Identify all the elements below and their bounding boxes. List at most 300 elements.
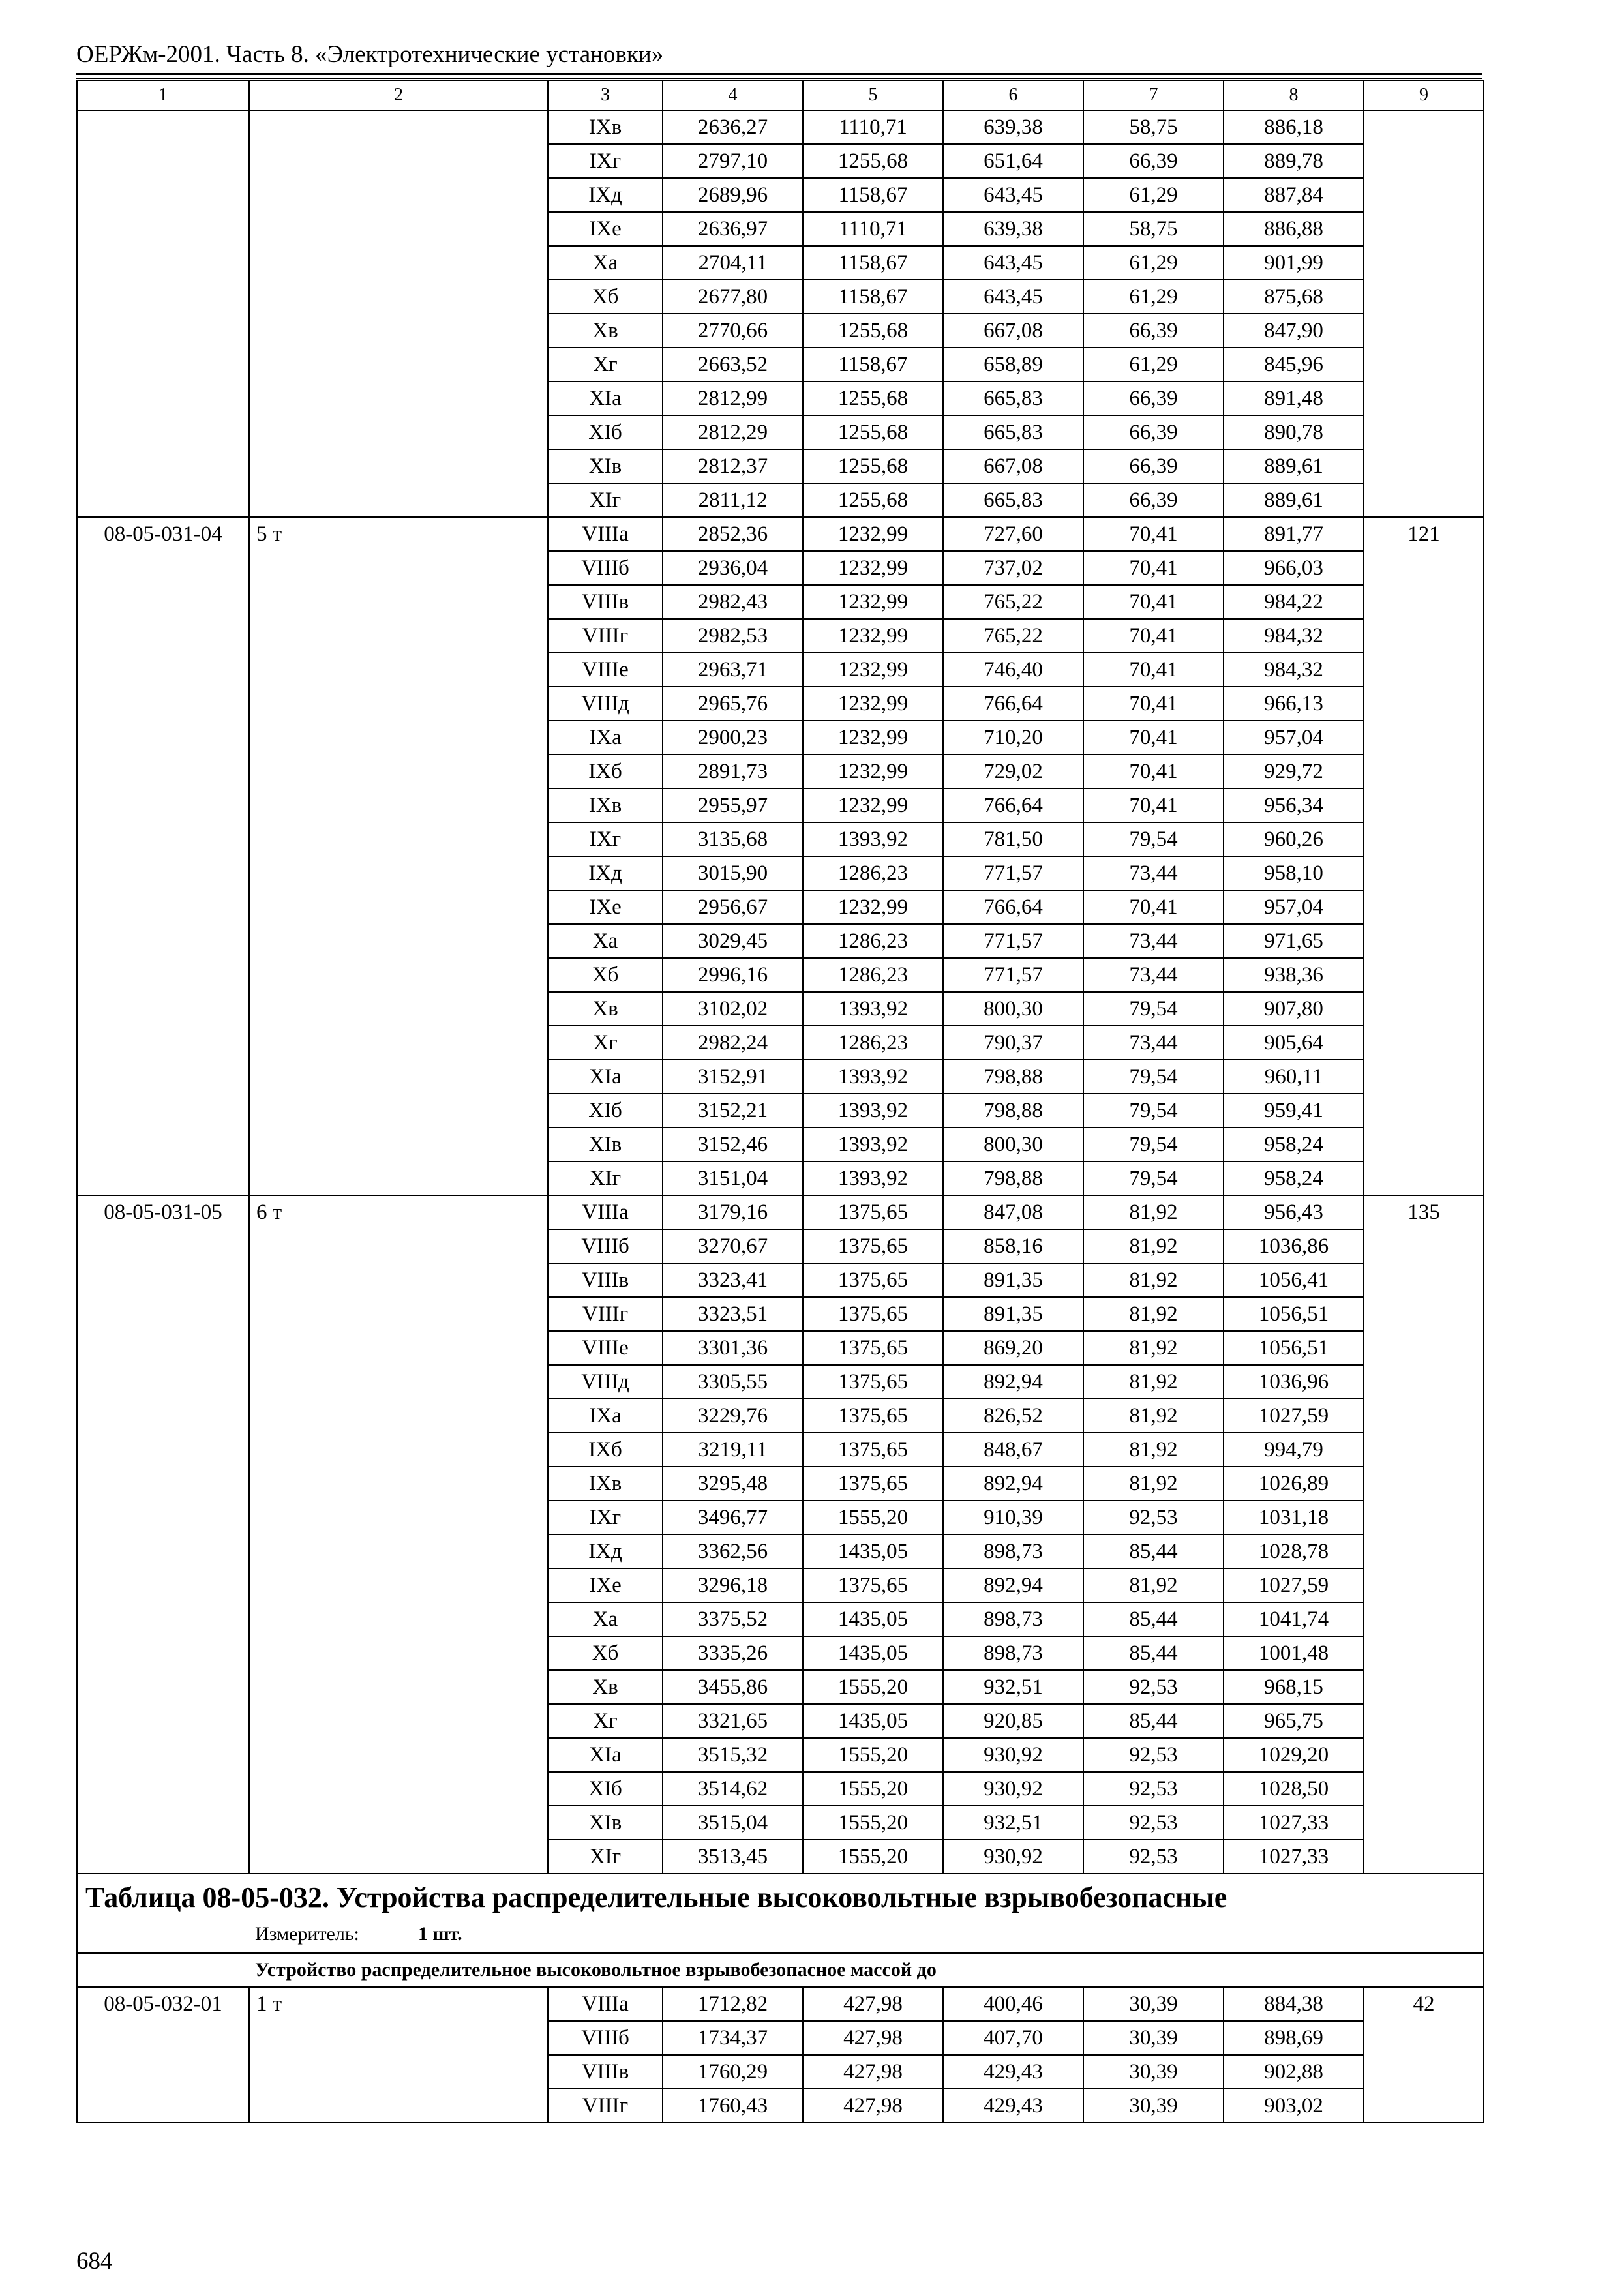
value-cell: 61,29 (1083, 246, 1224, 280)
total-cell: 135 (1364, 1195, 1484, 1874)
value-cell: 960,26 (1224, 822, 1364, 856)
value-cell: 710,20 (943, 721, 1083, 755)
value-cell: IXв (548, 1467, 663, 1501)
value-cell: 85,44 (1083, 1534, 1224, 1568)
value-cell: 58,75 (1083, 212, 1224, 246)
value-cell: 2663,52 (663, 348, 803, 382)
value-cell: 1760,43 (663, 2089, 803, 2123)
value-cell: 81,92 (1083, 1399, 1224, 1433)
value-cell: XIб (548, 1772, 663, 1806)
value-cell: XIа (548, 1060, 663, 1094)
value-cell: 858,16 (943, 1229, 1083, 1263)
value-cell: XIг (548, 1840, 663, 1874)
column-number: 1 (77, 80, 249, 110)
value-cell: Xв (548, 992, 663, 1026)
value-cell: 2891,73 (663, 755, 803, 788)
value-cell: 1001,48 (1224, 1636, 1364, 1670)
value-cell: 79,54 (1083, 1161, 1224, 1195)
value-cell: VIIIг (548, 619, 663, 653)
value-cell: IXг (548, 1501, 663, 1534)
value-cell: 886,88 (1224, 212, 1364, 246)
value-cell: 2982,43 (663, 585, 803, 619)
value-cell: IXв (548, 788, 663, 822)
value-cell: 971,65 (1224, 924, 1364, 958)
table-row (77, 110, 1484, 144)
value-cell: 92,53 (1083, 1501, 1224, 1534)
value-cell: 66,39 (1083, 382, 1224, 415)
value-cell: XIа (548, 382, 663, 415)
value-cell: 1255,68 (803, 483, 943, 517)
value-cell: 845,96 (1224, 348, 1364, 382)
value-cell: 1375,65 (803, 1229, 943, 1263)
subheader-row (77, 1953, 1484, 1987)
value-cell: 1393,92 (803, 1128, 943, 1161)
value-cell: VIIIа (548, 1987, 663, 2021)
value-cell: 1555,20 (803, 1806, 943, 1840)
value-cell: 665,83 (943, 382, 1083, 415)
value-cell: 85,44 (1083, 1602, 1224, 1636)
value-cell: 1027,33 (1224, 1840, 1364, 1874)
value-cell: 2677,80 (663, 280, 803, 314)
value-cell: Xб (548, 958, 663, 992)
value-cell: 966,13 (1224, 687, 1364, 721)
value-cell: 920,85 (943, 1704, 1083, 1738)
value-cell: 1375,65 (803, 1331, 943, 1365)
value-cell: VIIIб (548, 2021, 663, 2055)
value-cell: 958,24 (1224, 1128, 1364, 1161)
value-cell: 956,34 (1224, 788, 1364, 822)
mass-label: 6 т (256, 1201, 282, 1224)
value-cell: 1041,74 (1224, 1602, 1364, 1636)
value-cell: 73,44 (1083, 1026, 1224, 1060)
value-cell: 766,64 (943, 890, 1083, 924)
value-cell: 1393,92 (803, 822, 943, 856)
value-cell: 81,92 (1083, 1195, 1224, 1229)
value-cell: 665,83 (943, 483, 1083, 517)
measure-line (85, 1922, 1483, 1946)
value-cell: 984,22 (1224, 585, 1364, 619)
value-cell: 79,54 (1083, 822, 1224, 856)
value-cell: IXе (548, 212, 663, 246)
value-cell: 798,88 (943, 1060, 1083, 1094)
value-cell: 79,54 (1083, 1094, 1224, 1128)
value-cell: 81,92 (1083, 1229, 1224, 1263)
rate-code: 08-05-031-05 (77, 1195, 249, 1874)
table-title-row (77, 1874, 1484, 1953)
value-cell: 1232,99 (803, 653, 943, 687)
value-cell: 1286,23 (803, 924, 943, 958)
value-cell: 1255,68 (803, 314, 943, 348)
value-cell: 1255,68 (803, 415, 943, 449)
value-cell: 1435,05 (803, 1602, 943, 1636)
value-cell: Xа (548, 924, 663, 958)
value-cell: 1286,23 (803, 958, 943, 992)
value-cell: 427,98 (803, 2055, 943, 2089)
value-cell: 737,02 (943, 551, 1083, 585)
value-cell: 905,64 (1224, 1026, 1364, 1060)
value-cell: 2770,66 (663, 314, 803, 348)
header-rule-secondary (76, 78, 1482, 79)
value-cell: 1286,23 (803, 1026, 943, 1060)
value-cell: 58,75 (1083, 110, 1224, 144)
value-cell: 1056,51 (1224, 1331, 1364, 1365)
value-cell: 70,41 (1083, 653, 1224, 687)
value-cell: VIIIг (548, 2089, 663, 2123)
value-cell: 1158,67 (803, 348, 943, 382)
value-cell: IXе (548, 1568, 663, 1602)
value-cell: 3152,46 (663, 1128, 803, 1161)
value-cell: 2936,04 (663, 551, 803, 585)
value-cell: 891,35 (943, 1263, 1083, 1297)
value-cell: 66,39 (1083, 415, 1224, 449)
value-cell: 2852,36 (663, 517, 803, 551)
value-cell: 639,38 (943, 110, 1083, 144)
value-cell: 771,57 (943, 958, 1083, 992)
value-cell: VIIIа (548, 1195, 663, 1229)
rate-code: 08-05-031-04 (77, 517, 249, 1195)
value-cell: 1027,59 (1224, 1399, 1364, 1433)
value-cell: IXг (548, 144, 663, 178)
value-cell: 766,64 (943, 687, 1083, 721)
value-cell: 70,41 (1083, 517, 1224, 551)
value-cell: VIIIв (548, 1263, 663, 1297)
value-cell: 1555,20 (803, 1840, 943, 1874)
mass-cell (249, 1987, 548, 2123)
value-cell: 1375,65 (803, 1568, 943, 1602)
value-cell: VIIIг (548, 1297, 663, 1331)
value-cell: 1393,92 (803, 1060, 943, 1094)
value-cell: 1375,65 (803, 1467, 943, 1501)
value-cell: 1255,68 (803, 382, 943, 415)
value-cell: 1232,99 (803, 687, 943, 721)
value-cell: IXб (548, 755, 663, 788)
value-cell: 886,18 (1224, 110, 1364, 144)
value-cell: 651,64 (943, 144, 1083, 178)
value-cell: 968,15 (1224, 1670, 1364, 1704)
value-cell: 902,88 (1224, 2055, 1364, 2089)
value-cell: 2963,71 (663, 653, 803, 687)
value-cell: 2956,67 (663, 890, 803, 924)
rate-code (77, 110, 249, 517)
value-cell: Xг (548, 348, 663, 382)
value-cell: 1110,71 (803, 110, 943, 144)
value-cell: VIIIб (548, 1229, 663, 1263)
value-cell: 3295,48 (663, 1467, 803, 1501)
value-cell: 658,89 (943, 348, 1083, 382)
column-number: 2 (249, 80, 548, 110)
value-cell: VIIIе (548, 653, 663, 687)
value-cell: IXв (548, 110, 663, 144)
value-cell: 765,22 (943, 619, 1083, 653)
value-cell: XIб (548, 1094, 663, 1128)
value-cell: 1375,65 (803, 1399, 943, 1433)
value-cell: 892,94 (943, 1467, 1083, 1501)
value-cell: 1232,99 (803, 890, 943, 924)
value-cell: 3514,62 (663, 1772, 803, 1806)
value-cell: 884,38 (1224, 1987, 1364, 2021)
value-cell: 898,69 (1224, 2021, 1364, 2055)
value-cell: 1375,65 (803, 1365, 943, 1399)
value-cell: 427,98 (803, 2089, 943, 2123)
table-row (77, 1987, 1484, 2021)
value-cell: 869,20 (943, 1331, 1083, 1365)
value-cell: 994,79 (1224, 1433, 1364, 1467)
value-cell: 957,04 (1224, 721, 1364, 755)
value-cell: 1232,99 (803, 619, 943, 653)
value-cell: 1110,71 (803, 212, 943, 246)
value-cell: VIIIв (548, 585, 663, 619)
value-cell: 930,92 (943, 1840, 1083, 1874)
value-cell: 81,92 (1083, 1568, 1224, 1602)
value-cell: 903,02 (1224, 2089, 1364, 2123)
value-cell: 958,24 (1224, 1161, 1364, 1195)
value-cell: 2704,11 (663, 246, 803, 280)
value-cell: 61,29 (1083, 348, 1224, 382)
value-cell: XIа (548, 1738, 663, 1772)
value-cell: IXд (548, 856, 663, 890)
value-cell: 889,78 (1224, 144, 1364, 178)
value-cell: 932,51 (943, 1670, 1083, 1704)
value-cell: 70,41 (1083, 755, 1224, 788)
value-cell: 73,44 (1083, 924, 1224, 958)
column-number: 3 (548, 80, 663, 110)
value-cell: IXб (548, 1433, 663, 1467)
value-cell: 3029,45 (663, 924, 803, 958)
value-cell: 957,04 (1224, 890, 1364, 924)
value-cell: VIIIв (548, 2055, 663, 2089)
value-cell: 85,44 (1083, 1636, 1224, 1670)
value-cell: 1232,99 (803, 517, 943, 551)
value-cell: 847,08 (943, 1195, 1083, 1229)
value-cell: 1027,59 (1224, 1568, 1364, 1602)
value-cell: 1255,68 (803, 144, 943, 178)
total-cell (1364, 110, 1484, 517)
value-cell: 81,92 (1083, 1297, 1224, 1331)
value-cell: 2636,97 (663, 212, 803, 246)
page-number: 684 (76, 2248, 113, 2275)
value-cell: IXа (548, 721, 663, 755)
value-cell: 1555,20 (803, 1738, 943, 1772)
value-cell: 79,54 (1083, 992, 1224, 1026)
value-cell: 891,35 (943, 1297, 1083, 1331)
value-cell: IXе (548, 890, 663, 924)
value-cell: 889,61 (1224, 449, 1364, 483)
value-cell: 1026,89 (1224, 1467, 1364, 1501)
value-cell: 1375,65 (803, 1195, 943, 1229)
value-cell: 79,54 (1083, 1128, 1224, 1161)
rates-table (76, 80, 1484, 2123)
total-cell: 121 (1364, 517, 1484, 1195)
value-cell: 1255,68 (803, 449, 943, 483)
value-cell: 766,64 (943, 788, 1083, 822)
column-number: 7 (1083, 80, 1224, 110)
column-number: 4 (663, 80, 803, 110)
value-cell: 729,02 (943, 755, 1083, 788)
value-cell: 3179,16 (663, 1195, 803, 1229)
value-cell: 2955,97 (663, 788, 803, 822)
value-cell: 643,45 (943, 246, 1083, 280)
value-cell: VIIIе (548, 1331, 663, 1365)
value-cell: 66,39 (1083, 314, 1224, 348)
value-cell: 907,80 (1224, 992, 1364, 1026)
value-cell: 1027,33 (1224, 1806, 1364, 1840)
value-cell: 70,41 (1083, 551, 1224, 585)
value-cell: Xг (548, 1704, 663, 1738)
value-cell: 892,94 (943, 1365, 1083, 1399)
value-cell: XIв (548, 1128, 663, 1161)
value-cell: 1435,05 (803, 1704, 943, 1738)
value-cell: 771,57 (943, 924, 1083, 958)
mass-cell (249, 1195, 548, 1874)
value-cell: 930,92 (943, 1772, 1083, 1806)
value-cell: 92,53 (1083, 1806, 1224, 1840)
value-cell: 70,41 (1083, 788, 1224, 822)
value-cell: IXд (548, 178, 663, 212)
value-cell: 3375,52 (663, 1602, 803, 1636)
value-cell: 639,38 (943, 212, 1083, 246)
value-cell: VIIIб (548, 551, 663, 585)
value-cell: 70,41 (1083, 890, 1224, 924)
value-cell: 1712,82 (663, 1987, 803, 2021)
value-cell: 3323,41 (663, 1263, 803, 1297)
value-cell: 2982,24 (663, 1026, 803, 1060)
value-cell: 3335,26 (663, 1636, 803, 1670)
value-cell: 1158,67 (803, 280, 943, 314)
rate-code: 08-05-032-01 (77, 1987, 249, 2123)
value-cell: 70,41 (1083, 619, 1224, 653)
value-cell: 3270,67 (663, 1229, 803, 1263)
value-cell: 70,41 (1083, 585, 1224, 619)
value-cell: 3152,91 (663, 1060, 803, 1094)
value-cell: 1435,05 (803, 1534, 943, 1568)
value-cell: 889,61 (1224, 483, 1364, 517)
value-cell: 1555,20 (803, 1670, 943, 1704)
mass-label: 1 т (256, 1992, 282, 2016)
value-cell: VIIIа (548, 517, 663, 551)
value-cell: 66,39 (1083, 449, 1224, 483)
value-cell: 3455,86 (663, 1670, 803, 1704)
value-cell: 30,39 (1083, 2021, 1224, 2055)
value-cell: 2812,99 (663, 382, 803, 415)
subheader: Устройство распределительное высоковольтное взрывобезопасное массой до (77, 1953, 1484, 1987)
value-cell: 898,73 (943, 1602, 1083, 1636)
value-cell: 1375,65 (803, 1433, 943, 1467)
value-cell: 81,92 (1083, 1467, 1224, 1501)
value-cell: 30,39 (1083, 2055, 1224, 2089)
value-cell: IXг (548, 822, 663, 856)
value-cell: 1158,67 (803, 246, 943, 280)
value-cell: 3301,36 (663, 1331, 803, 1365)
value-cell: 1232,99 (803, 585, 943, 619)
header-rule (76, 73, 1482, 75)
value-cell: IXа (548, 1399, 663, 1433)
value-cell: 826,52 (943, 1399, 1083, 1433)
value-cell: 984,32 (1224, 653, 1364, 687)
table-row (77, 1195, 1484, 1229)
value-cell: 890,78 (1224, 415, 1364, 449)
value-cell: Xв (548, 314, 663, 348)
value-cell: 1555,20 (803, 1772, 943, 1806)
column-numbers-row (77, 80, 1484, 110)
value-cell: 1036,96 (1224, 1365, 1364, 1399)
table-row (77, 517, 1484, 551)
page-header: ОЕРЖм-2001. Часть 8. «Электротехнические установки» (76, 41, 664, 68)
value-cell: Xв (548, 1670, 663, 1704)
value-cell: 429,43 (943, 2089, 1083, 2123)
value-cell: 70,41 (1083, 687, 1224, 721)
value-cell: 898,73 (943, 1636, 1083, 1670)
table-title-cell (77, 1874, 1484, 1953)
total-cell: 42 (1364, 1987, 1484, 2123)
value-cell: 938,36 (1224, 958, 1364, 992)
value-cell: 1393,92 (803, 1094, 943, 1128)
value-cell: 66,39 (1083, 483, 1224, 517)
value-cell: 1158,67 (803, 178, 943, 212)
value-cell: 92,53 (1083, 1738, 1224, 1772)
value-cell: XIг (548, 1161, 663, 1195)
value-cell: 667,08 (943, 449, 1083, 483)
value-cell: 781,50 (943, 822, 1083, 856)
value-cell: 875,68 (1224, 280, 1364, 314)
value-cell: 3513,45 (663, 1840, 803, 1874)
value-cell: 427,98 (803, 2021, 943, 2055)
value-cell: 1286,23 (803, 856, 943, 890)
value-cell: 892,94 (943, 1568, 1083, 1602)
value-cell: 1029,20 (1224, 1738, 1364, 1772)
value-cell: 2812,37 (663, 449, 803, 483)
value-cell: 771,57 (943, 856, 1083, 890)
value-cell: 1734,37 (663, 2021, 803, 2055)
value-cell: 79,54 (1083, 1060, 1224, 1094)
value-cell: 1232,99 (803, 721, 943, 755)
value-cell: 1232,99 (803, 755, 943, 788)
value-cell: 2797,10 (663, 144, 803, 178)
value-cell: 932,51 (943, 1806, 1083, 1840)
value-cell: 956,43 (1224, 1195, 1364, 1229)
value-cell: 92,53 (1083, 1670, 1224, 1704)
value-cell: XIв (548, 1806, 663, 1840)
value-cell: 3152,21 (663, 1094, 803, 1128)
value-cell: XIб (548, 415, 663, 449)
value-cell: 3296,18 (663, 1568, 803, 1602)
value-cell: 790,37 (943, 1026, 1083, 1060)
value-cell: 891,48 (1224, 382, 1364, 415)
value-cell: 848,67 (943, 1433, 1083, 1467)
value-cell: 3015,90 (663, 856, 803, 890)
value-cell: 2689,96 (663, 178, 803, 212)
value-cell: 66,39 (1083, 144, 1224, 178)
value-cell: 1375,65 (803, 1297, 943, 1331)
value-cell: 958,10 (1224, 856, 1364, 890)
value-cell: 30,39 (1083, 1987, 1224, 2021)
value-cell: 1056,41 (1224, 1263, 1364, 1297)
value-cell: 3515,32 (663, 1738, 803, 1772)
value-cell: 429,43 (943, 2055, 1083, 2089)
value-cell: 427,98 (803, 1987, 943, 2021)
value-cell: 898,73 (943, 1534, 1083, 1568)
value-cell: 92,53 (1083, 1840, 1224, 1874)
value-cell: Xа (548, 1602, 663, 1636)
value-cell: 930,92 (943, 1738, 1083, 1772)
value-cell: 1393,92 (803, 1161, 943, 1195)
value-cell: VIIIд (548, 1365, 663, 1399)
value-cell: 3321,65 (663, 1704, 803, 1738)
value-cell: 1232,99 (803, 551, 943, 585)
value-cell: 81,92 (1083, 1433, 1224, 1467)
value-cell: 1555,20 (803, 1501, 943, 1534)
value-cell: 81,92 (1083, 1365, 1224, 1399)
value-cell: 1028,78 (1224, 1534, 1364, 1568)
